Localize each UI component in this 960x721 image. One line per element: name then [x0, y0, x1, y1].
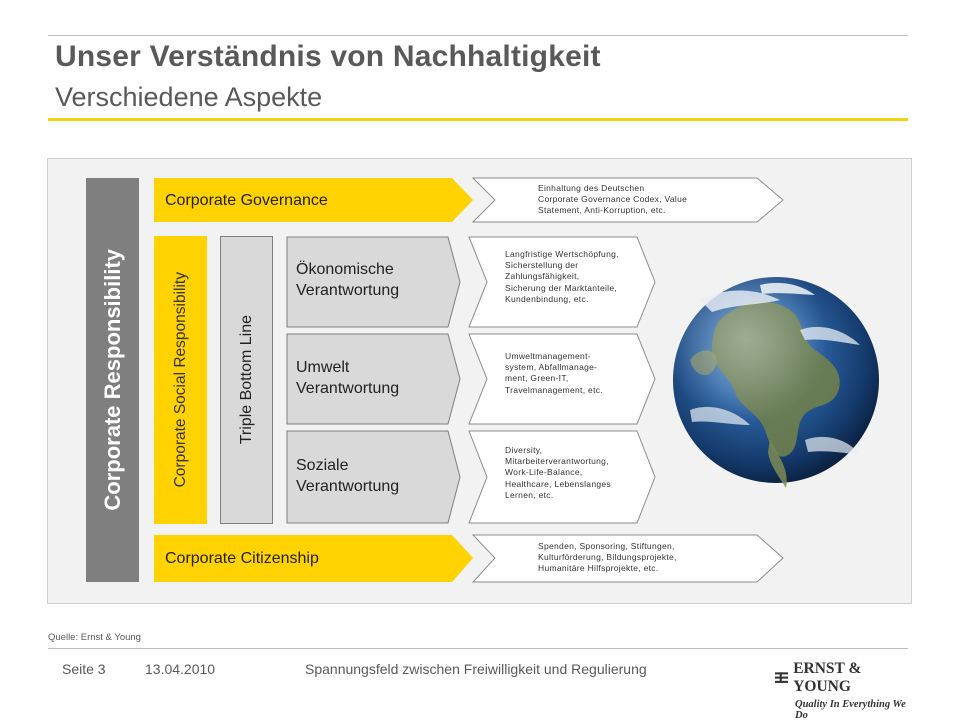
page-number: Seite 3 — [62, 661, 106, 677]
ey-logo-mark-icon — [775, 671, 788, 685]
ey-logo — [775, 660, 915, 721]
citizenship-note: Spenden, Sponsoring, Stiftungen, Kulturförderung, Bildungsprojekte, Humanitäre Hilfsprojekte, etc. — [538, 541, 677, 574]
footer-topic: Spannungsfeld zwischen Freiwilligkeit und Regulierung — [305, 661, 647, 677]
footer-date: 13.04.2010 — [145, 661, 216, 677]
corporate-citizenship-label: Corporate Citizenship — [165, 550, 319, 567]
page-title: Unser Verständnis von Nachhaltigkeit — [55, 40, 601, 73]
ey-logo-tagline: Quality In Everything We Do — [795, 699, 906, 721]
economic-responsibility-label: Ökonomische Verantwortung — [296, 261, 400, 299]
economic-note: Langfristige Wertschöpfung, Sicherstellung der Zahlungsfähigkeit, Sicherung der Marktanteile, Kundenbindung, etc. — [505, 249, 619, 304]
globe-image — [673, 277, 879, 488]
corporate-social-responsibility-label: Corporate Social Responsibility — [171, 272, 189, 488]
triple-bottom-line-label: Triple Bottom Line — [237, 315, 255, 445]
ey-logo-name: ERNST & YOUNG — [793, 660, 862, 695]
corporate-responsibility-label: Corporate Responsibility — [99, 249, 125, 511]
social-note: Diversity, Mitarbeiterverantwortung, Work-Life-Balance, Healthcare, Lebenslanges Lernen, etc. — [505, 445, 611, 500]
corporate-governance-label: Corporate Governance — [165, 192, 328, 209]
social-responsibility-label: Soziale Verantwortung — [296, 457, 400, 495]
environment-note: Umweltmanagement- system, Abfallmanage- ment, Green-IT, Travelmanagement, etc. — [505, 351, 603, 395]
page-subtitle: Verschiedene Aspekte — [55, 82, 323, 112]
source-note: Quelle: Ernst & Young — [48, 632, 141, 643]
governance-note: Einhaltung des Deutschen Corporate Governance Codex, Value Statement, Anti-Korruption, etc. — [538, 183, 688, 216]
footer-rule — [48, 648, 908, 649]
environmental-responsibility-label: Umwelt Verantwortung — [296, 359, 400, 397]
